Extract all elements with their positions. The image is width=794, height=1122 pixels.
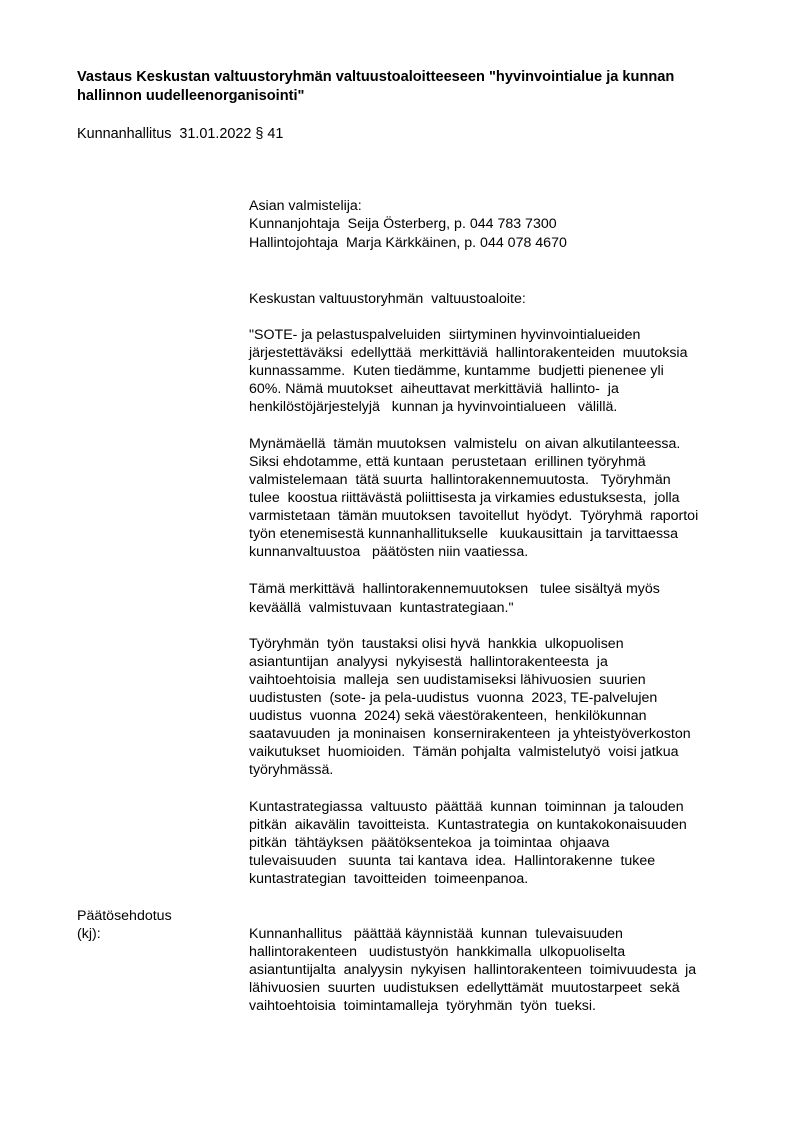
document-title <box>77 68 757 106</box>
body-line: varmistetaan tämän muutoksen tavoitellut hyödyt. Työryhmä raportoi <box>249 508 699 524</box>
body-line: kunnassamme. Kuten tiedämme, kuntamme budjetti pienenee yli <box>249 363 664 379</box>
preparer-heading: Asian valmistelija: <box>249 198 362 214</box>
proposal-line: Kunnanhallitus päättää käynnistää kunnan tulevaisuuden <box>249 926 623 942</box>
proposal-line: vaihtoehtoisia toimintamalleja työryhmän työn tueksi. <box>249 998 596 1014</box>
body-line: keväällä valmistuvaan kuntastrategiaan." <box>249 600 514 616</box>
body-line: valmistelemaan tätä suurta hallintorakennemuutosta. Työryhmän <box>249 472 671 488</box>
preparer-line: Hallintojohtaja Marja Kärkkäinen, p. 044 078 4670 <box>249 235 567 251</box>
body-line: Kuntastrategiassa valtuusto päättää kunnan toiminnan ja talouden <box>249 799 684 815</box>
body-line: henkilöstöjärjestelyjä kunnan ja hyvinvointialueen välillä. <box>249 399 618 415</box>
body-line: uudistusten (sote- ja pela-uudistus vuonna 2023, TE-palvelujen <box>249 690 658 706</box>
proposal-line: hallintorakenteen uudistustyön hankkimalla ulkopuoliselta <box>249 944 626 960</box>
body-line: tulevaisuuden suunta tai kantava idea. Hallintorakenne tukee <box>249 853 656 869</box>
body-line: pitkän tähtäyksen päätöksentekoa ja toimintaa ohjaava <box>249 835 610 851</box>
body-line: vaihtoehtoisia malleja sen uudistamiseksi lähivuosien suurien <box>249 672 646 688</box>
body-line: 60%. Nämä muutokset aiheuttavat merkittäviä hallinto- ja <box>249 381 619 397</box>
proposal-label-sub: (kj): <box>77 926 101 942</box>
body-line: Mynämäellä tämän muutoksen valmistelu on aivan alkutilanteessa. <box>249 436 681 452</box>
body-line: järjestettäväksi edellyttää merkittäviä hallintorakenteiden muutoksia <box>249 345 688 361</box>
body-line: Tämä merkittävä hallintorakennemuutoksen tulee sisältyä myös <box>249 581 660 597</box>
proposal-line: lähivuosien suurten uudistuksen edellyttämät muutostarpeet sekä <box>249 980 680 996</box>
title-line-2: hallinnon uudelleenorganisointi" <box>77 88 305 104</box>
body-line: "SOTE- ja pelastuspalveluiden siirtyminen hyvinvointialueiden <box>249 327 641 343</box>
body-line: työn etenemisestä kunnanhallitukselle kuukausittain ja tarvittaessa <box>249 526 679 542</box>
body-line: työryhmässä. <box>249 762 334 778</box>
initiative-heading: Keskustan valtuustoryhmän valtuustoaloite: <box>249 291 526 307</box>
body-line: vaikutukset huomioiden. Tämän pohjalta valmistelutyö voisi jatkua <box>249 744 679 760</box>
body-line: kuntastrategian tavoitteiden toimeenpanoa. <box>249 871 529 887</box>
body-line: asiantuntijan analyysi nykyisestä hallintorakenteesta ja <box>249 654 608 670</box>
proposal-line: asiantuntijalta analyysin nykyisen hallintorakenteen toimivuudesta ja <box>249 962 697 978</box>
title-line-1: Vastaus Keskustan valtuustoryhmän valtuustoaloitteeseen "hyvinvointialue ja kunnan <box>77 69 675 85</box>
body-line: tulee koostua riittävästä poliittisesta ja virkamies edustuksesta, jolla <box>249 490 680 506</box>
body-line: kunnanvaltuustoa päätösten niin vaatiessa. <box>249 544 529 560</box>
body-line: uudistus vuonna 2024) sekä väestörakenteen, henkilökunnan <box>249 708 647 724</box>
proposal-label: Päätösehdotus <box>77 908 172 924</box>
meeting-reference: Kunnanhallitus 31.01.2022 § 41 <box>77 126 284 142</box>
body-line: pitkän aikavälin tavoitteista. Kuntastrategia on kuntakokonaisuuden <box>249 817 687 833</box>
body-line: Työryhmän työn taustaksi olisi hyvä hankkia ulkopuolisen <box>249 636 624 652</box>
preparer-line: Kunnanjohtaja Seija Österberg, p. 044 783 7300 <box>249 216 557 232</box>
body-line: saatavuuden ja moninaisen konsernirakenteen ja yhteistyöverkoston <box>249 726 691 742</box>
body-line: Siksi ehdotamme, että kuntaan perustetaan erillinen työryhmä <box>249 454 646 470</box>
